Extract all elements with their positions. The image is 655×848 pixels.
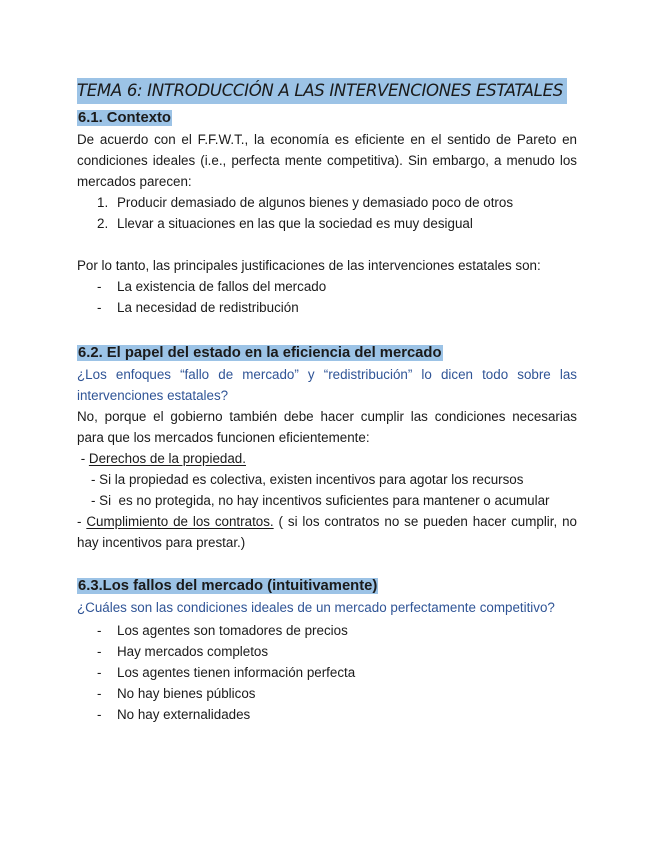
paragraph-line: para que los mercados funcionen eficientemente: — [77, 430, 370, 445]
contratos-line — [77, 511, 577, 532]
section-heading — [77, 575, 577, 597]
sub-item: - Si la propiedad es colectiva, existen incentivos para agotar los recursos — [91, 472, 524, 487]
bullet-item — [77, 662, 577, 683]
item-text: Los agentes son tomadores de precios — [117, 623, 348, 638]
section-heading-text: 6.3.Los fallos del mercado (intuitivamente) — [78, 578, 378, 594]
dash-marker: - — [97, 665, 102, 680]
numbered-item — [77, 213, 577, 234]
question-line: ¿Cuáles son las condiciones ideales de un mercado perfectamente competitivo? — [77, 600, 555, 615]
paragraph-line: Por lo tanto, las principales justificaciones de las intervenciones estatales son: — [77, 258, 541, 273]
paragraph-line: condiciones ideales (i.e., perfecta mente competitiva). Sin embargo, a menudo los — [77, 153, 577, 168]
paragraph-line: No, porque el gobierno también debe hacer cumplir las condiciones necesarias — [77, 409, 577, 424]
paragraph-line: mercados parecen: — [77, 174, 192, 189]
dash-marker: - — [97, 300, 102, 315]
item-text: Llevar a situaciones en las que la sociedad es muy desigual — [117, 216, 473, 231]
dash-marker: - — [97, 707, 102, 722]
item-text: Producir demasiado de algunos bienes y demasiado poco de otros — [117, 195, 514, 210]
question-line: intervenciones estatales? — [77, 388, 229, 403]
paragraph-line: De acuerdo con el F.F.W.T., la economía es eficiente en el sentido de Pareto en — [77, 132, 577, 147]
dash-marker: - — [97, 623, 102, 638]
section-heading — [77, 342, 577, 364]
dash-marker: - — [97, 686, 102, 701]
section-heading-text: 6.2. El papel del estado en la eficiencia del mercado — [78, 345, 442, 361]
item-text: No hay externalidades — [117, 707, 251, 722]
item-text: Hay mercados completos — [117, 644, 269, 659]
bullet-item — [77, 683, 577, 704]
document-title: TEMA 6: INTRODUCCIÓN A LAS INTERVENCIONES ESTATALES — [77, 78, 567, 104]
item-number: 2. — [97, 216, 109, 231]
paragraph-line: hay incentivos para prestar.) — [77, 535, 246, 550]
numbered-item — [77, 192, 577, 213]
underlined-term: Cumplimiento de los contratos. — [86, 514, 274, 529]
section-heading-text: 6.1. Contexto — [78, 110, 171, 126]
dash-marker: - — [77, 451, 89, 466]
section-papel-estado — [77, 342, 577, 553]
item-number: 1. — [97, 195, 109, 210]
derechos-line — [77, 448, 577, 469]
underlined-term: Derechos de la propiedad. — [88, 451, 246, 466]
blank-line — [77, 234, 577, 255]
dash-marker: - — [97, 279, 102, 294]
bullet-item — [77, 620, 577, 641]
item-text: La existencia de fallos del mercado — [117, 279, 327, 294]
section-heading — [77, 107, 577, 129]
sub-item: - Si es no protegida, no hay incentivos suficientes para mantener o acumular — [91, 493, 550, 508]
bullet-item — [77, 297, 577, 318]
bullet-item — [77, 276, 577, 297]
item-text: Los agentes tienen información perfecta — [117, 665, 356, 680]
dash-marker: - — [97, 644, 102, 659]
contratos-text: ( si los contratos no se pueden hacer cumplir, no — [273, 514, 577, 529]
question-line: ¿Los enfoques “fallo de mercado” y “redistribución” lo dicen todo sobre las — [77, 367, 577, 382]
section-fallos-mercado — [77, 575, 577, 725]
bullet-item — [77, 641, 577, 662]
section-contexto — [77, 107, 577, 318]
dash-marker: - — [77, 514, 87, 529]
bullet-item — [77, 704, 577, 725]
item-text: No hay bienes públicos — [117, 686, 256, 701]
item-text: La necesidad de redistribución — [117, 300, 299, 315]
